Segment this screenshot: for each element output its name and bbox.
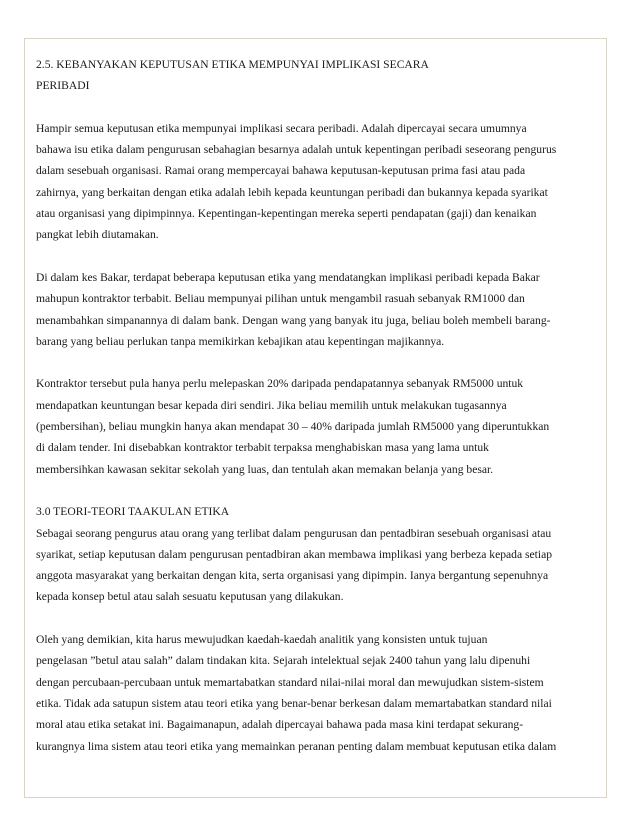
paragraph-line: menambahkan simpanannya di dalam bank. Dengan wang yang banyak itu juga, beliau boleh membeli barang- [36,313,551,327]
paragraph-line: pangkat lebih diutamakan. [36,228,159,242]
paragraph-spacer [36,246,601,267]
paragraph-line: mendapatkan keuntungan besar kepada diri sendiri. Jika beliau memilih untuk melakukan tugasannya [36,398,507,412]
paragraph-line: syarikat, setiap keputusan dalam pengurusan pentadbiran akan membawa implikasi yang berbeza kepada setiap [36,547,553,561]
paragraph-line: anggota masyarakat yang berkaitan dengan kita, serta organisasi yang dipimpin. Ianya bergantung sepenuhnya [36,569,549,583]
document-content [36,54,601,757]
paragraph-line: etika. Tidak ada satupun sistem atau teori etika yang benar-benar berkesan dalam memartabatkan standard nilai [36,696,552,710]
paragraph-line: membersihkan kawasan sekitar sekolah yang luas, dan tentulah akan memakan belanja yang besar. [36,462,494,476]
paragraph-line: zahirnya, yang berkaitan dengan etika adalah lebih kepada keuntungan peribadi dan bukannya kepada syarikat [36,185,548,199]
paragraph-line: dalam sesebuah organisasi. Ramai orang mempercayai bahawa keputusan-keputusan prima fasi atau pada [36,164,526,178]
paragraph-line: atau organisasi yang dipimpinnya. Kepentingan-kepentingan mereka seperti pendapatan (gaji) dan kenaikan [36,207,537,221]
paragraph-line: kepada konsep betul atau salah sesuatu keputusan yang dilakukan. [36,590,344,604]
paragraph-spacer [36,608,601,629]
paragraph-line: barang yang beliau perlukan tanpa memikirkan kebajikan atau kepentingan majikannya. [36,334,445,348]
paragraph-line: Sebagai seorang pengurus atau orang yang terlibat dalam pengurusan dan pentadbiran sesebuah organisasi atau [36,526,552,540]
paragraph-line: Oleh yang demikian, kita harus mewujudkan kaedah-kaedah analitik yang konsisten untuk tujuan [36,633,488,647]
paragraph-line: Hampir semua keputusan etika mempunyai implikasi secara peribadi. Adalah dipercayai secara umumnya [36,121,527,135]
section-heading: 3.0 TEORI-TEORI TAAKULAN ETIKA [36,505,230,519]
paragraph-line: bahawa isu etika dalam pengurusan sebahagian besarnya adalah untuk kepentingan peribadi seseorang pengurus [36,143,557,157]
paragraph-line: moral atau etika setakat ini. Bagaimanapun, adalah dipercayai bahawa pada masa kini terdapat sekurang- [36,718,524,732]
paragraph-line: dengan percubaan-percubaan untuk memartabatkan standard nilai-nilai moral dan mewujudkan sistem-sistem [36,675,544,689]
section-heading-line: 2.5. KEBANYAKAN KEPUTUSAN ETIKA MEMPUNYAI IMPLIKASI SECARA [36,58,429,71]
paragraph-spacer [36,97,601,118]
paragraph-line: Kontraktor tersebut pula hanya perlu melepaskan 20% daripada pendapatannya sebanyak RM5000 untuk [36,377,524,391]
paragraph-line: pengelasan ”betul atau salah” dalam tindakan kita. Sejarah intelektual sejak 2400 tahun yang lalu dipenuhi [36,654,531,668]
paragraph-spacer [36,480,601,501]
paragraph-line: Di dalam kes Bakar, terdapat beberapa keputusan etika yang mendatangkan implikasi peribadi kepada Bakar [36,270,540,284]
paragraph-spacer [36,352,601,373]
paragraph-line: (pembersihan), beliau mungkin hanya akan mendapat 30 – 40% daripada jumlah RM5000 yang diperuntukkan [36,420,550,434]
paragraph-line: di dalam tender. Ini disebabkan kontraktor terbabit terpaksa menghabiskan masa yang lama untuk [36,441,489,455]
paragraph-line: kurangnya lima sistem atau teori etika yang memainkan peranan penting dalam membuat keputusan etika dalam [36,739,557,753]
section-heading-line: PERIBADI [36,79,90,93]
paragraph-line: mahupun kontraktor terbabit. Beliau mempunyai pilihan untuk mengambil rasuah sebanyak RM1000 dan [36,292,525,306]
